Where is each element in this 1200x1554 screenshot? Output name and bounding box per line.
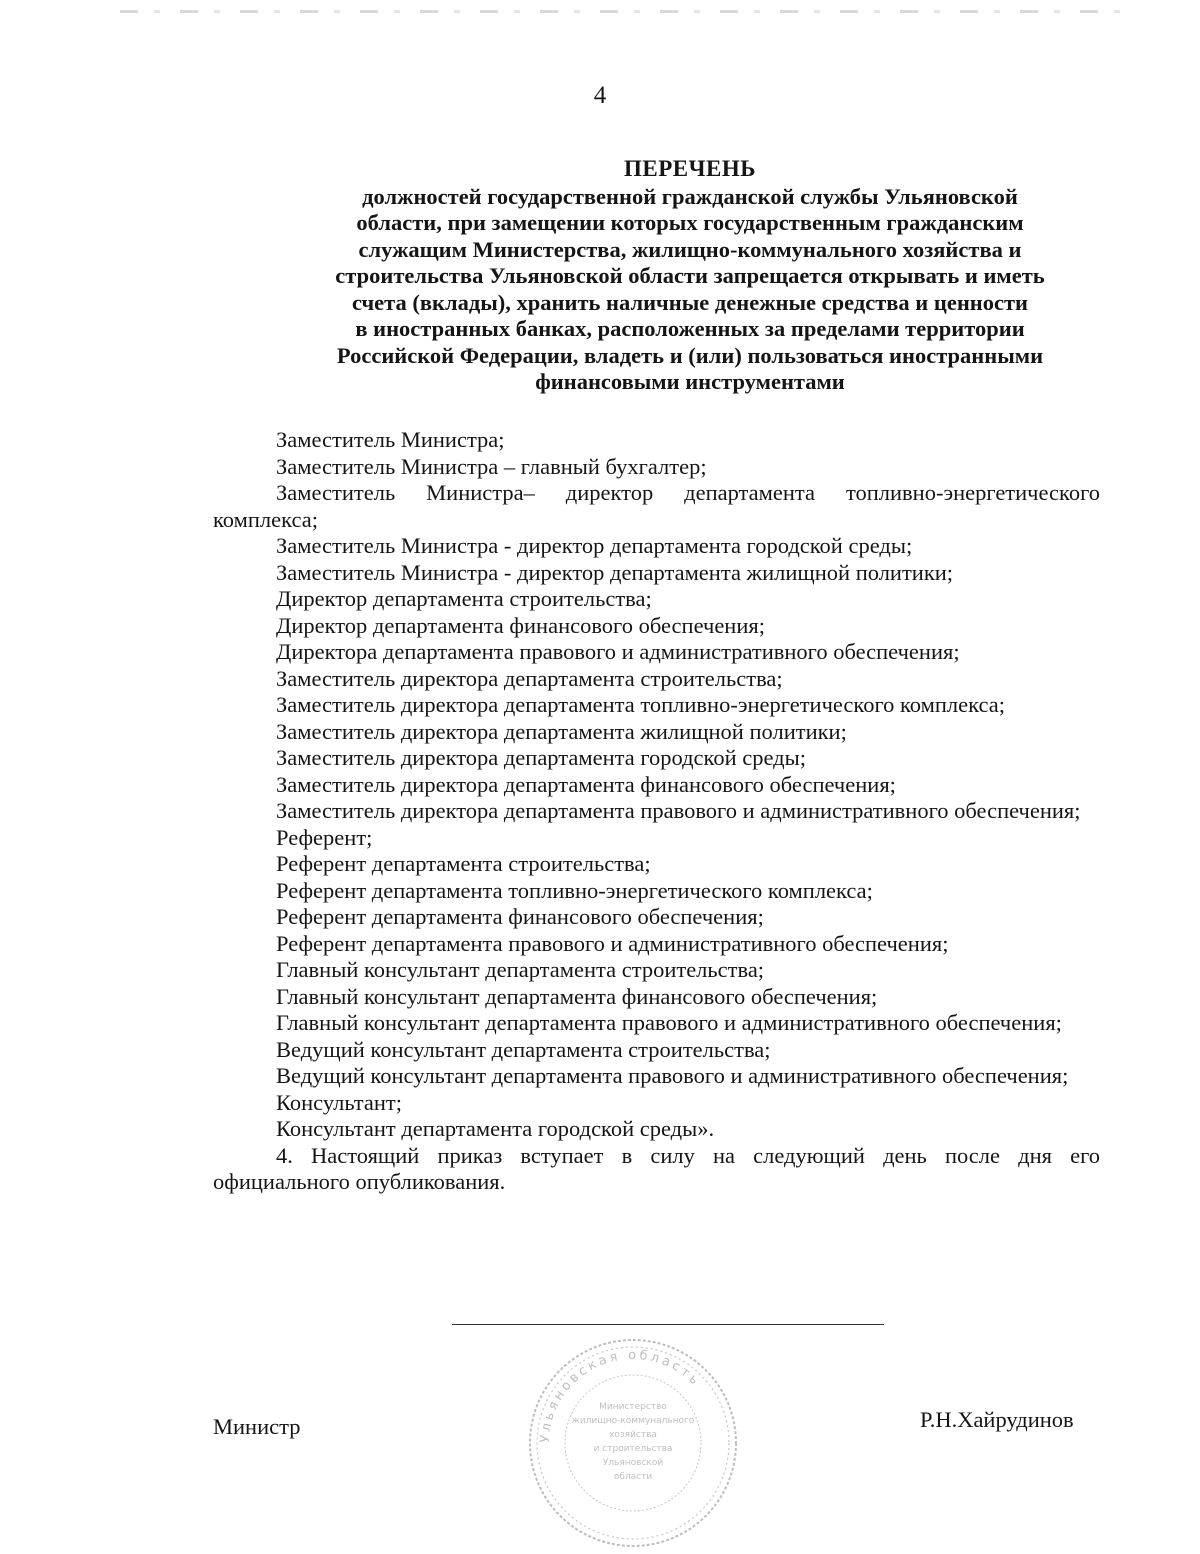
list-item: Директора департамента правового и административного обеспечения; — [276, 639, 960, 664]
title-line: в иностранных банках, расположенных за пределами территории — [355, 316, 1025, 341]
list-item: Заместитель директора департамента финансового обеспечения; — [276, 771, 896, 797]
underline-rule — [452, 1324, 884, 1325]
list-item: Референт департамента строительства; — [276, 851, 651, 876]
svg-text:области: области — [613, 1472, 653, 1482]
document-title — [240, 156, 1140, 396]
list-item: Заместитель Министра; — [276, 427, 505, 452]
list-item: Заместитель Министра - директор департамента городской среды; — [276, 533, 913, 558]
list-item: Референт департамента финансового обеспечения; — [276, 904, 764, 929]
list-item: Консультант департамента городской среды». — [276, 1116, 715, 1141]
list-item: Заместитель директора департамента строительства; — [276, 665, 783, 691]
signatory-position: Министр — [213, 1414, 301, 1439]
list-item: Заместитель Министра – главный бухгалтер; — [276, 453, 707, 479]
list-item: Референт; — [276, 824, 373, 850]
title-line: должностей государственной гражданской службы Ульяновской — [362, 183, 1018, 209]
list-item: Главный консультант департамента строительства; — [276, 957, 765, 982]
signatory-name: Р.Н.Хайрудинов — [920, 1407, 1074, 1432]
list-item: Заместитель директора департамента топливно-энергетического комплекса; — [276, 692, 1005, 717]
list-item: Референт департамента топливно-энергетического комплекса; — [276, 877, 873, 903]
list-item: Заместитель директора департамента правового и административного обеспечения; — [276, 798, 1081, 823]
title-line: Российской Федерации, владеть и (или) пользоваться иностранными — [336, 342, 1044, 368]
title-line: служащим Министерства, жилищно-коммунального хозяйства и — [358, 236, 1022, 262]
svg-text:Ульяновской: Ульяновской — [602, 1458, 664, 1468]
title-line: счета (вклады), хранить наличные денежные средства и ценности — [351, 289, 1029, 315]
list-item: Главный консультант департамента правового и административного обеспечения; — [276, 1010, 1062, 1035]
svg-text:хозяйства: хозяйства — [609, 1430, 657, 1440]
title-line: строительства Ульяновской области запрещается открывать и иметь — [335, 263, 1045, 288]
svg-text:Министерство: Министерство — [599, 1402, 667, 1412]
effective-date-clause: 4. Настоящий приказ вступает в силу на следующий день после дня его официального опубликования. — [213, 1142, 1100, 1194]
positions-list — [213, 427, 1100, 1196]
list-item: Референт департамента правового и административного обеспечения; — [276, 930, 949, 956]
list-item: Заместитель Министра– директор департамента топливно-энергетического комплекса; — [213, 480, 1100, 532]
svg-text:Ульяновская область: Ульяновская область — [537, 1347, 704, 1444]
list-item: Директор департамента финансового обеспечения; — [276, 612, 765, 638]
list-item: Консультант; — [276, 1089, 402, 1115]
list-item: Главный консультант департамента финансового обеспечения; — [276, 983, 878, 1009]
title-line: финансовыми инструментами — [535, 369, 845, 394]
list-item: Директор департамента строительства; — [276, 586, 652, 611]
scan-artifact — [120, 10, 1120, 13]
svg-text:и строительства: и строительства — [593, 1444, 673, 1454]
list-item: Заместитель директора департамента городской среды; — [276, 745, 806, 770]
official-seal-icon — [527, 1337, 739, 1549]
title-line: области, при замещении которых государственным гражданским — [356, 210, 1024, 235]
svg-text:жилищно-коммунального: жилищно-коммунального — [571, 1416, 695, 1426]
page-number: 4 — [593, 82, 607, 109]
title-heading: ПЕРЕЧЕНЬ — [624, 156, 756, 181]
list-item: Заместитель Министра - директор департамента жилищной политики; — [276, 559, 954, 585]
list-item: Ведущий консультант департамента правового и административного обеспечения; — [276, 1063, 1069, 1088]
list-item: Ведущий консультант департамента строительства; — [276, 1036, 771, 1062]
list-item: Заместитель директора департамента жилищной политики; — [276, 718, 847, 744]
